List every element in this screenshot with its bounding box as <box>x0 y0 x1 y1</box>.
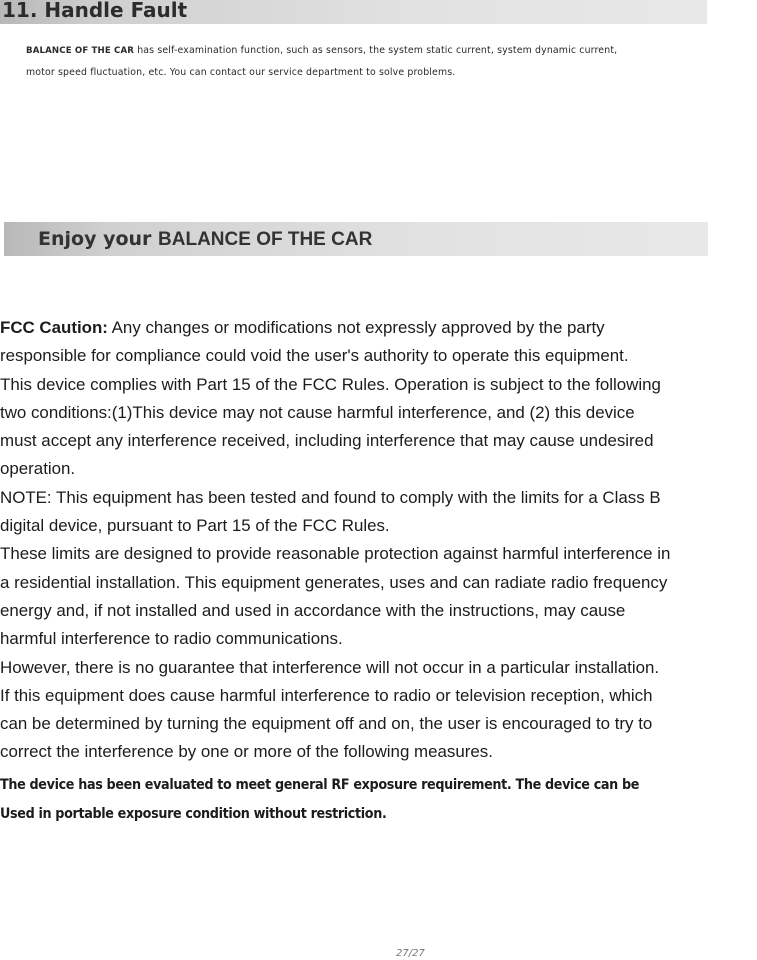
fcc-line: These limits are designed to provide reasonable protection against harmful interference in <box>0 544 671 564</box>
fcc-line: digital device, pursuant to Part 15 of the FCC Rules. <box>0 516 390 536</box>
fcc-line <box>0 314 757 342</box>
fcc-line: two conditions:(1)This device may not cause harmful interference, and (2) this device <box>0 402 635 422</box>
fcc-caption: FCC Caution: <box>0 318 108 337</box>
fcc-statement <box>0 314 757 767</box>
fcc-line: correct the interference by one or more of the following measures. <box>0 742 493 762</box>
enjoy-heading <box>38 228 372 251</box>
brand-name: BALANCE OF THE CAR <box>26 46 135 56</box>
page-number: 27/27 <box>396 948 425 959</box>
fcc-line: can be determined by turning the equipment off and on, the user is encouraged to try to <box>0 714 653 734</box>
fcc-line: This device complies with Part 15 of the FCC Rules. Operation is subject to the following <box>0 374 661 394</box>
fcc-line: responsible for compliance could void the user's authority to operate this equipment. <box>0 346 629 366</box>
description-text-2: motor speed fluctuation, etc. You can contact our service department to solve problems. <box>26 67 456 78</box>
rf-line: The device has been evaluated to meet general RF exposure requirement. The device can be <box>0 777 640 793</box>
fcc-line: operation. <box>0 459 76 479</box>
handle-fault-description <box>26 40 716 83</box>
description-text-1: has self-examination function, such as sensors, the system static current, system dynamic current, <box>134 45 618 56</box>
enjoy-heading-brand: BALANCE OF THE CAR <box>158 229 373 250</box>
fcc-line: energy and, if not installed and used in accordance with the instructions, may cause <box>0 600 626 620</box>
fcc-line: However, there is no guarantee that interference will not occur in a particular installation. <box>0 657 660 677</box>
enjoy-heading-prefix: Enjoy your <box>38 228 159 250</box>
rf-exposure-statement <box>0 771 757 828</box>
fcc-line: must accept any interference received, including interference that may cause undesired <box>0 431 654 451</box>
rf-line: Used in portable exposure condition without restriction. <box>0 805 387 822</box>
fcc-line: a residential installation. This equipment generates, uses and can radiate radio frequency <box>0 572 668 592</box>
fcc-line: NOTE: This equipment has been tested and found to comply with the limits for a Class B <box>0 487 661 507</box>
fcc-line: harmful interference to radio communications. <box>0 629 343 649</box>
fcc-line: If this equipment does cause harmful interference to radio or television reception, which <box>0 685 653 705</box>
fcc-line-text: Any changes or modifications not expressly approved by the party <box>107 318 605 337</box>
section-title: 11. Handle Fault <box>2 0 188 22</box>
